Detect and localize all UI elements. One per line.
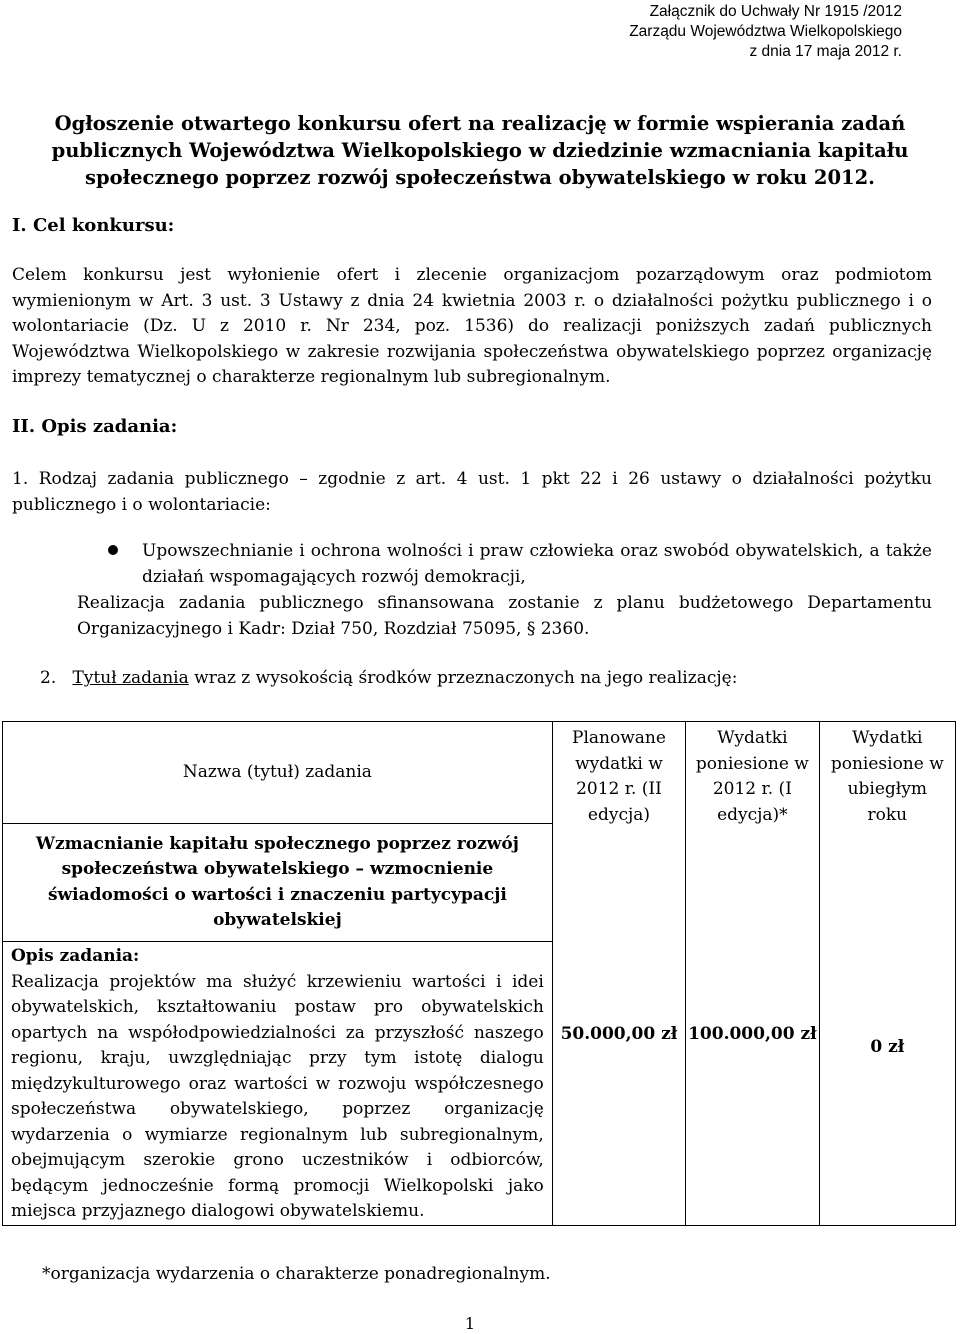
- task-type-paragraph: 1. Rodzaj zadania publicznego – zgodnie z art. 4 ust. 1 pkt 22 i 26 ustawy o działalności pożytku publicznego i o wolontariacie:: [12, 469, 932, 515]
- spent-value: 100.000,00 zł: [688, 1024, 817, 1044]
- section-2-heading: II. Opis zadania:: [12, 416, 178, 437]
- table-header-name: Nazwa (tytuł) zadania: [3, 722, 553, 824]
- footnote: *organizacja wydarzenia o charakterze ponadregionalnym.: [42, 1264, 551, 1284]
- task-title-rest: wraz z wysokością środków przeznaczonych na jego realizację:: [188, 668, 738, 688]
- task-title-paragraph: [40, 666, 920, 692]
- spent-column: [686, 722, 820, 1226]
- description-text: Realizacja projektów ma służyć krzewieniu wartości i idei obywatelskich, kształtowaniu postaw pro obywatelskich opartych na współodpowiedzialności za przyszłość naszego regionu, kraju, uwzględniając przy tym istotę dialogu międzykulturowego oraz wartości w rozwoju współczesnego społeczeństwa obywatelskiego, poprzez organizację wydarzenia o wymiarze regionalnym lub subregionalnym, obejmującym szerokie grono uczestników i odbiorców, będącym jednocześnie formą promocji Wielkopolski jako miejsca przyjaznego dialogowi obywatelskiemu.: [11, 971, 544, 1221]
- attachment-line-3: z dnia 17 maja 2012 r.: [749, 43, 902, 60]
- previous-value: 0 zł: [870, 1037, 905, 1057]
- document-title: Ogłoszenie otwartego konkursu ofert na realizację w formie wspierania zadań publicznych Województwa Wielkopolskiego w dziedzinie wzmacniania kapitału społecznego poprzez rozwój społeczeństwa obywatelskiego w roku 2012.: [51, 112, 909, 189]
- funding-paragraph: Realizacja zadania publicznego sfinansowana zostanie z planu budżetowego Departamentu Organizacyjnego i Kadr: Dział 750, Rozdział 75095, § 2360.: [77, 593, 932, 639]
- page-number: 1: [464, 1314, 476, 1333]
- bullet-icon: [108, 545, 118, 555]
- section-1-text: Celem konkursu jest wyłonienie ofert i zlecenie organizacjom pozarządowym oraz podmiotom wymienionym w Art. 3 ust. 3 Ustawy z dnia 24 kwietnia 2003 r. o działalności pożytku publicznego i o wolontariacie (Dz. U z 2010 r. Nr 234, poz. 1536) do realizacji poniższych zadań publicznych Województwa Wielkopolskiego w zakresie rozwijania społeczeństwa obywatelskiego poprzez organizację imprezy tematycznej o charakterze regionalnym lub subregionalnym.: [12, 265, 932, 387]
- attachment-line-2: Zarządu Województwa Wielkopolskiego: [629, 23, 902, 40]
- table-header-spent: Wydatki poniesione w 2012 r. (I edycja)*: [695, 728, 809, 825]
- attachment-header: [629, 2, 902, 62]
- attachment-line-1: Załącznik do Uchwały Nr 1915 /2012: [649, 3, 902, 20]
- description-label: Opis zadania:: [11, 946, 140, 966]
- previous-column: [819, 722, 955, 1226]
- task-table: [2, 721, 956, 1226]
- bullet-item-text: Upowszechnianie i ochrona wolności i praw człowieka oraz swobód obywatelskich, a także działań wspomagających rozwój demokracji,: [142, 541, 932, 587]
- table-header-planned: Planowane wydatki w 2012 r. (II edycja): [572, 728, 666, 825]
- task-name-cell: Wzmacnianie kapitału społecznego poprzez rozwój społeczeństwa obywatelskiego – wzmocnienie świadomości o wartości i znaczeniu partycypacji obywatelskiej: [3, 824, 553, 942]
- section-1-heading: I. Cel konkursu:: [12, 215, 175, 236]
- item-2-number: 2.: [40, 668, 57, 688]
- planned-value: 50.000,00 zł: [560, 1024, 678, 1044]
- task-title-label: Tytuł zadania: [72, 668, 189, 688]
- task-description-cell: [3, 942, 553, 1226]
- table-header-previous: Wydatki poniesione w ubiegłym roku: [830, 728, 944, 825]
- planned-column: [552, 722, 685, 1226]
